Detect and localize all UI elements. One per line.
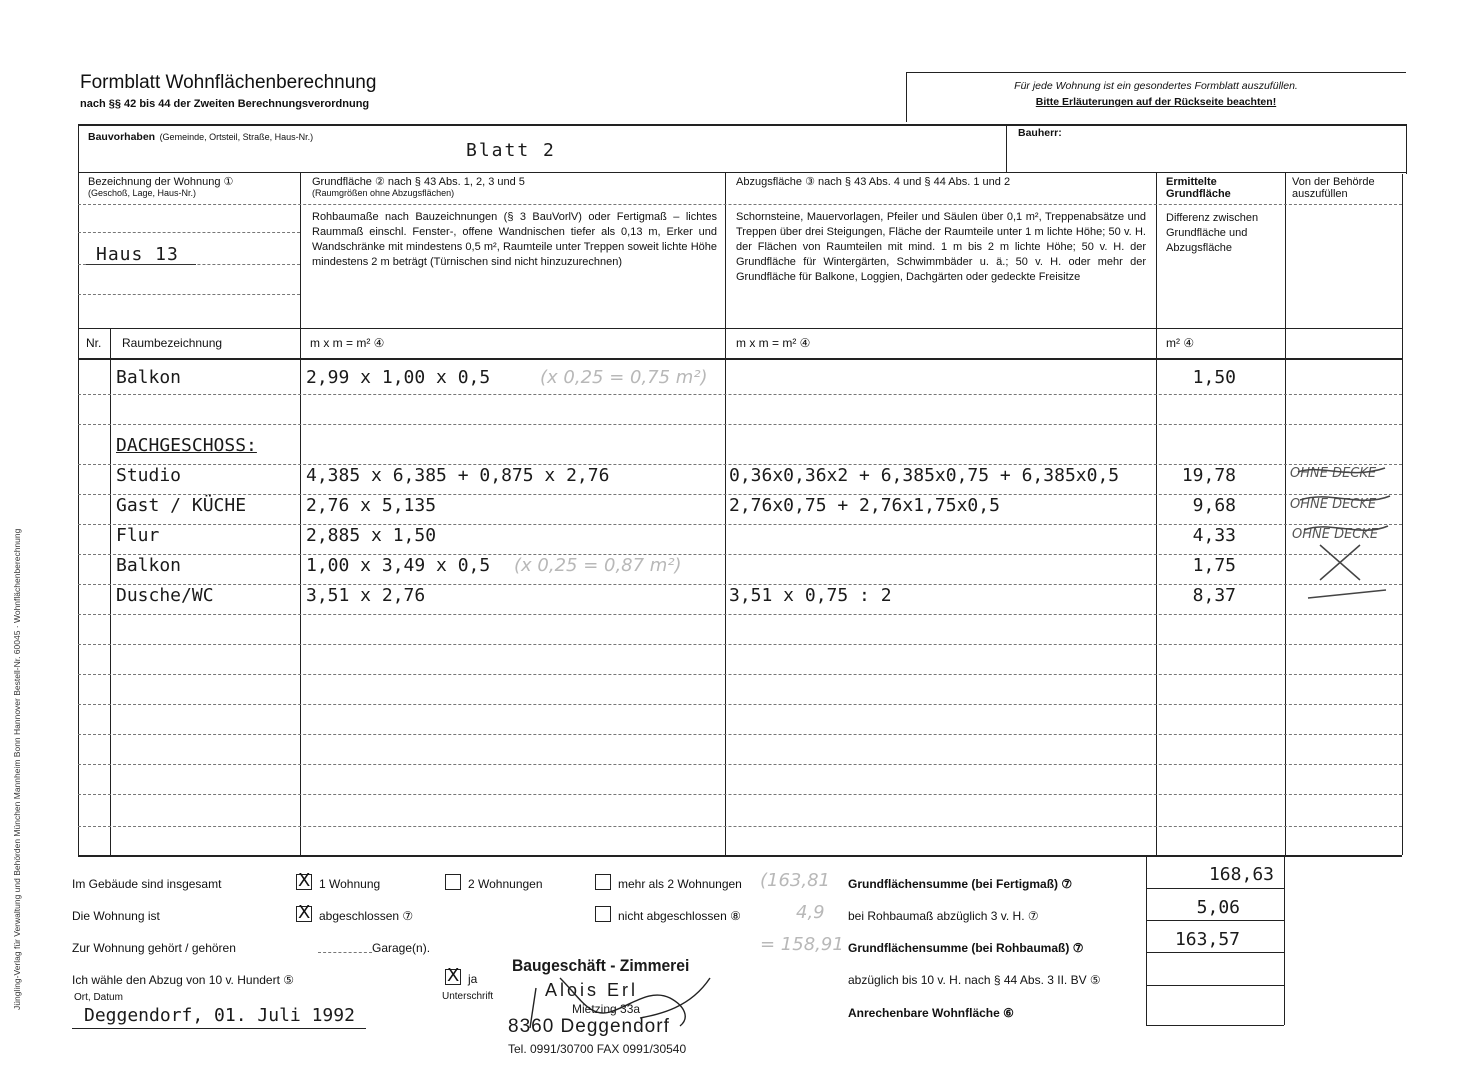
ort-datum-label: Ort, Datum [74, 992, 123, 1003]
grund-sub: (Raumgrößen ohne Abzugsflächen) [312, 188, 455, 198]
ermittelt-label: Ermittelte Grundfläche [1166, 176, 1231, 200]
row-4-raum: Gast / KÜCHE [116, 495, 247, 516]
wohnung-ist-label: Die Wohnung ist [72, 909, 160, 923]
checkbox-2-wohnungen[interactable] [445, 874, 461, 890]
pencil-note-3: = 158,91 [760, 934, 844, 955]
row-0-pencil-note: (x 0,25 = 0,75 m²) [540, 367, 708, 388]
checkbox-1-wohnung[interactable] [296, 874, 312, 890]
grund-desc: Rohbaumaße nach Bauzeichnungen (§ 3 BauVorlV) oder Fertigmaß – lichtes Raummaß einschl. Fenster-, offene Wandnischen tiefer als 0,13 m, Erker und Wandschränke mit mindestens 0,5 m², Raumteile unter Treppen soweit lichte Höhe mindestens 2 m beträgt (Türnischen sind nicht hinzuzurechnen) [312, 211, 717, 268]
row-3-grundflaeche: 4,385 x 6,385 + 0,875 x 2,76 [306, 465, 610, 486]
stamp-line-3: Mietzing 33a [572, 1002, 641, 1016]
wohnung-label: Bezeichnung der Wohnung ① [88, 176, 234, 188]
sum-label-1: Grundflächensumme (bei Fertigmaß) ⑦ [848, 877, 1073, 891]
stamp-line-4: 8360 Deggendorf [508, 1016, 670, 1037]
row-0-grundflaeche: 2,99 x 1,00 x 0,5 [306, 367, 491, 388]
row-4-grundflaeche: 2,76 x 5,135 [306, 495, 437, 516]
row-5-ergebnis: 4,33 [1192, 525, 1236, 546]
sum-value-2: 5,06 [1196, 897, 1240, 918]
sum-label-3: Grundflächensumme (bei Rohbaumaß) ⑦ [848, 941, 1084, 955]
stamp-line-1: Baugeschäft - Zimmerei [512, 956, 690, 975]
ja-label: ja [468, 972, 478, 986]
row-3-abzugsflaeche: 0,36x0,36x2 + 6,385x0,75 + 6,385x0,5 [729, 465, 1120, 486]
row-7-abzugsflaeche: 3,51 x 0,75 : 2 [729, 585, 892, 606]
row-6-ergebnis: 1,75 [1192, 555, 1236, 576]
behoerde-label: Von der Behörde auszufüllen [1292, 176, 1375, 200]
margin-publisher-text: Jüngling-Verlag für Verwaltung und Behörden München Mannheim Bonn Hannover Bestell-Nr. 60045 · Wohnflächenberechnung [12, 528, 22, 1010]
row-0-ergebnis: 1,50 [1192, 367, 1236, 388]
behoerde-note-3: OHNE DECKE [1292, 527, 1379, 542]
row-2-raum: DACHGESCHOSS: [116, 435, 257, 456]
row-7-grundflaeche: 3,51 x 2,76 [306, 585, 426, 606]
abzug-label: Abzugsfläche ③ nach § 43 Abs. 4 und § 44 Abs. 1 und 2 [736, 176, 1011, 188]
sum-label-4: abzüglich bis 10 v. H. nach § 44 Abs. 3 II. BV ⑤ [848, 973, 1101, 987]
row-7-ergebnis: 8,37 [1192, 585, 1236, 606]
pencil-note-1: (163,81 [760, 870, 831, 891]
signature [520, 968, 720, 1038]
unterschrift-label: Unterschrift [442, 991, 494, 1002]
raum-label: Raumbezeichnung [122, 336, 223, 350]
abzug-choice-label: Ich wähle den Abzug von 10 v. Hundert ⑤ [72, 973, 295, 987]
bauvorhaben-label: Bauvorhaben (Gemeinde, Ortsteil, Straße, Haus-Nr.) [88, 131, 314, 143]
behoerde-note-2: OHNE DECKE [1290, 497, 1377, 512]
behoerde-note-1: OHNE DECKE [1290, 466, 1377, 481]
stamp-line-5: Tel. 0991/30700 FAX 0991/30540 [508, 1042, 687, 1056]
bauherr-label: Bauherr: [1018, 127, 1062, 139]
ort-datum-value[interactable]: Deggendorf, 01. Juli 1992 [84, 1005, 355, 1026]
abzug-desc: Schornsteine, Mauervorlagen, Pfeiler und Säulen über 0,1 m², Treppenabsätze und Treppen über drei Steigungen, Fläche der Raumteile unter 1 m lichte Höhe; 50 v. H. der Flächen von Raumteilen mit mind. 1 m bis 2 m lichte Höhe; 50 v. H. der Grundfläche für Wintergärten, Schwimmbäder u. ä.; 50 v. H. oder mehr der Grundfläche für Balkone, Loggien, Dachgärten oder gedeckte Freisitze [736, 211, 1146, 283]
wohnung-sub: (Geschoß, Lage, Haus-Nr.) [88, 188, 197, 198]
checkbox-nicht-abgeschlossen[interactable] [595, 906, 611, 922]
m2-label: m² ④ [1166, 336, 1195, 350]
nr-label: Nr. [86, 336, 102, 350]
checkbox-abgeschlossen[interactable] [296, 906, 312, 922]
row-3-raum: Studio [116, 465, 182, 486]
behoerde-scribble [1290, 460, 1400, 610]
bauvorhaben-value: Blatt 2 [466, 140, 556, 161]
form-note-2: Bitte Erläuterungen auf der Rückseite beachten! [1035, 96, 1277, 108]
row-6-raum: Balkon [116, 555, 182, 576]
grund-label: Grundfläche ② nach § 43 Abs. 1, 2, 3 und 5 [312, 176, 525, 188]
opt-2-wohnungen-label: 2 Wohnungen [468, 877, 543, 891]
form-subtitle: nach §§ 42 bis 44 der Zweiten Berechnungsverordnung [80, 98, 370, 110]
row-5-grundflaeche: 2,885 x 1,50 [306, 525, 437, 546]
form-note-1: Für jede Wohnung ist ein gesondertes Formblatt auszufüllen. [1014, 80, 1298, 92]
sum-value-1: 168,63 [1208, 864, 1274, 885]
ermittelt-desc: Differenz zwischen Grundfläche und Abzugsfläche [1166, 212, 1259, 254]
garage-label: Zur Wohnung gehört / gehören [72, 941, 236, 955]
form-title: Formblatt Wohnflächenberechnung [80, 72, 377, 93]
checkbox-mehr-wohnungen[interactable] [595, 874, 611, 890]
sum-value-3: 163,57 [1174, 929, 1240, 950]
checkbox-ja[interactable] [445, 969, 461, 985]
sum-label-5: Anrechenbare Wohnfläche ⑥ [848, 1006, 1014, 1020]
row-3-ergebnis: 19,78 [1181, 465, 1236, 486]
opt-nicht-abgeschlossen-label: nicht abgeschlossen ⑧ [618, 909, 741, 923]
sum-label-2: bei Rohbaumaß abzüglich 3 v. H. ⑦ [848, 909, 1039, 923]
wohnung-value: Haus 13 [96, 244, 179, 265]
row-7-raum: Dusche/WC [116, 585, 214, 606]
row-4-ergebnis: 9,68 [1192, 495, 1236, 516]
pencil-note-2: 4,9 [796, 902, 825, 923]
garage-suffix: Garage(n). [372, 941, 431, 955]
opt-abgeschlossen-label: abgeschlossen ⑦ [319, 909, 414, 923]
opt-1-wohnung-label: 1 Wohnung [319, 877, 381, 891]
stamp-line-2: Alois Erl [545, 980, 639, 1000]
row-0-raum: Balkon [116, 367, 182, 388]
abzug-formula-label: m x m = m² ④ [736, 336, 811, 350]
gebaeude-label: Im Gebäude sind insgesamt [72, 877, 222, 891]
row-6-grundflaeche: 1,00 x 3,49 x 0,5 [306, 555, 491, 576]
grund-formula-label: m x m = m² ④ [310, 336, 385, 350]
row-4-abzugsflaeche: 2,76x0,75 + 2,76x1,75x0,5 [729, 495, 1000, 516]
row-6-pencil-note: (x 0,25 = 0,87 m²) [514, 555, 682, 576]
opt-mehr-label: mehr als 2 Wohnungen [618, 877, 742, 891]
row-5-raum: Flur [116, 525, 160, 546]
